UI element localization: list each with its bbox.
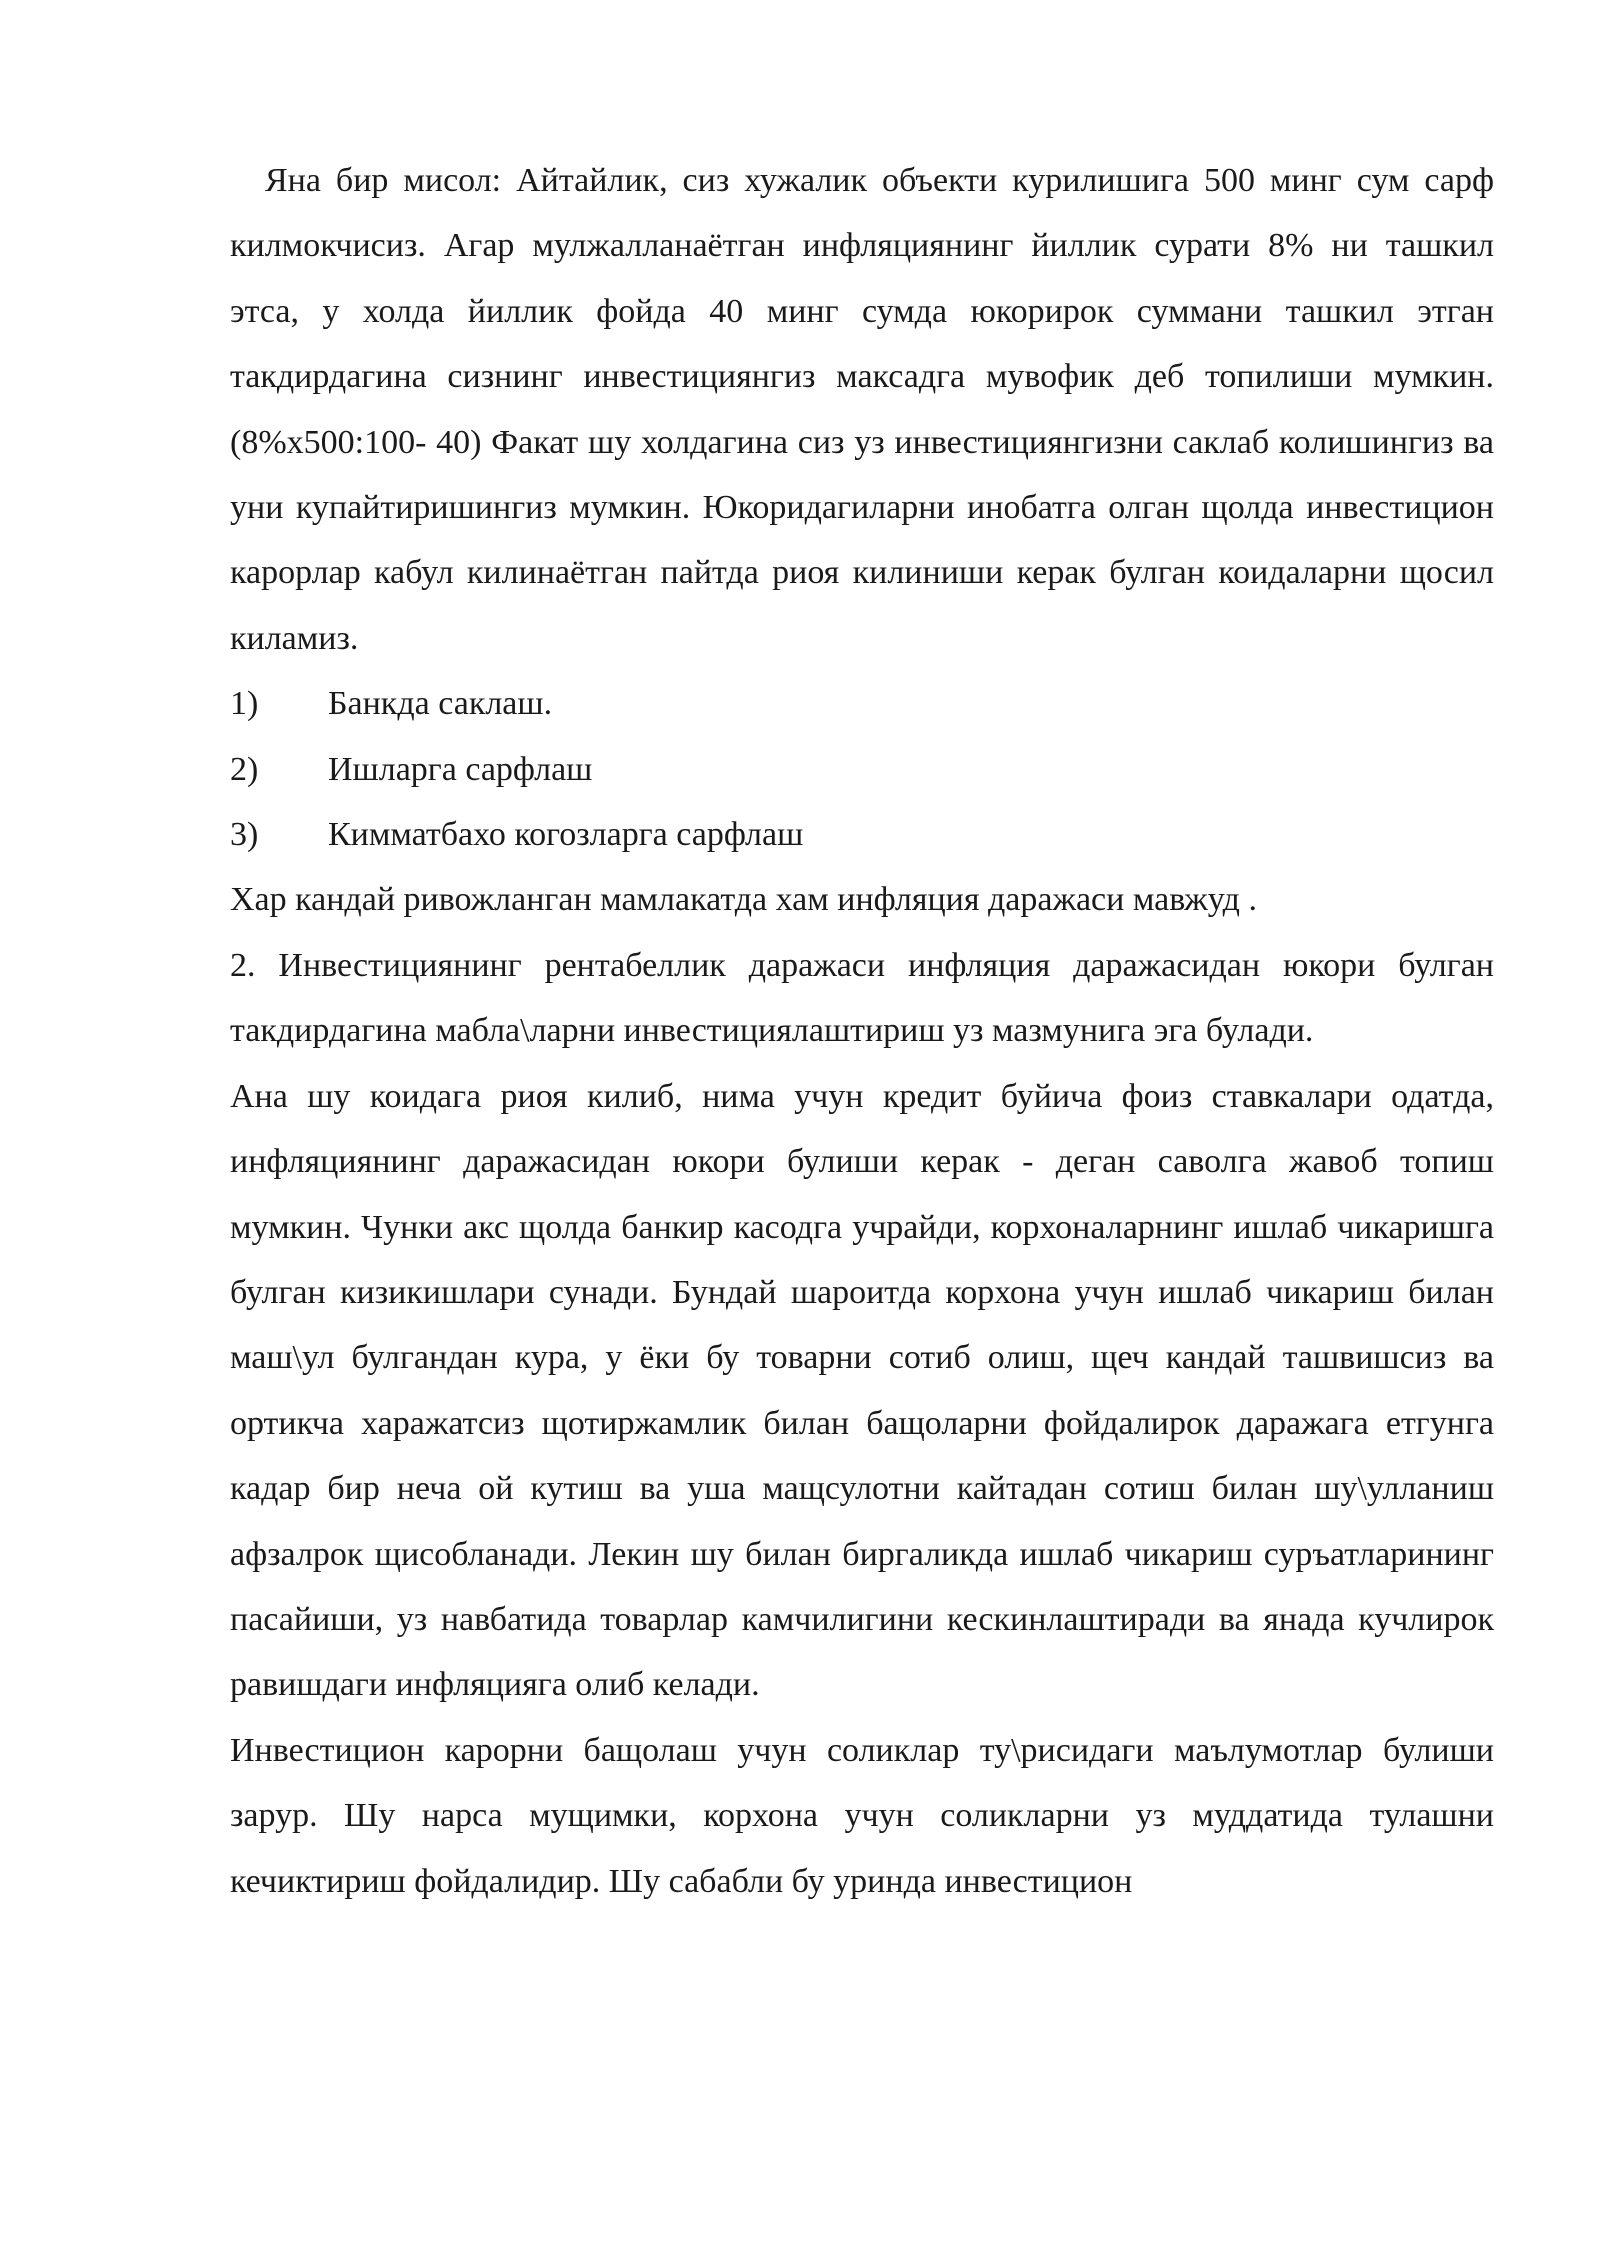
list-item bbox=[230, 802, 1494, 867]
paragraph-example: Яна бир мисол: Айтайлик, сиз хужалик объекти курилишига 500 минг сум сарф килмокчисиз. Агар мулжалланаётган инфляциянинг йиллик сурати 8% ни ташкил этса, у холда йиллик фойда 40 минг сумда юкорирок суммани ташкил этган такдирдагина сизнинг инвестициянгиз максадга мувофик деб топилиши мумкин. (8%х500:100- 40) Факат шу холдагина сиз уз инвестициянгизни саклаб колишингиз ва уни купайтиришингиз мумкин. Юкоридагиларни инобатга олган щолда инвестицион карорлар кабул килинаётган пайтда риоя килиниши керак булган коидаларни щосил киламиз. bbox=[230, 162, 1494, 657]
paragraph-taxes: Инвестицион карорни бащолаш учун соликлар ту\рисидаги маълумотлар булиши зарур. Шу нарса мущимки, корхона учун соликларни уз муддатида тулашни кечиктириш фойдалидир. Шу сабабли бу уринда инвестицион bbox=[230, 1731, 1494, 1900]
list-item-number: 3) bbox=[230, 816, 259, 854]
paragraph-rule-2: 2. Инвестициянинг рентабеллик даражаси инфляция даражасидан юкори булган такдирдагина мабла\ларни инвестициялаштириш уз мазмунига эга булади. bbox=[230, 946, 1494, 1050]
list-item bbox=[230, 671, 1494, 736]
paragraph-inflation: Хар кандай ривожланган мамлакатда хам инфляция даражаси мавжуд . bbox=[230, 881, 1257, 919]
list-item-text: Кимматбахо когозларга сарфлаш bbox=[328, 816, 804, 854]
list-item-text: Ишларга сарфлаш bbox=[328, 750, 593, 788]
list-item-number: 2) bbox=[230, 750, 259, 788]
document-page bbox=[230, 148, 1494, 1914]
list-item bbox=[230, 737, 1494, 802]
paragraph-credit-rates: Ана шу коидага риоя килиб, нима учун кредит буйича фоиз ставкалари одатда, инфляциянинг даражасидан юкори булиши керак - деган саволга жавоб топиш мумкин. Чунки акс щолда банкир касодга учрайди, корхоналарнинг ишлаб чикаришга булган кизикишлари сунади. Бундай шароитда корхона учун ишлаб чикариш билан маш\ул булгандан кура, у ёки бу товарни сотиб олиш, щеч кандай ташвишсиз ва ортикча харажатсиз щотиржамлик билан бащоларни фойдалирок даражага етгунга кадар бир неча ой кутиш ва уша мащсулотни кайтадан сотиш билан шу\улланиш афзалрок щисобланади. Лекин шу билан биргаликда ишлаб чикариш суръатларининг пасайиши, уз навбатида товарлар камчилигини кескинлаштиради ва янада кучлирок равишдаги инфляцияга олиб келади. bbox=[230, 1077, 1494, 1704]
list-item-number: 1) bbox=[230, 685, 259, 723]
list-item-text: Банкда саклаш. bbox=[328, 685, 553, 723]
